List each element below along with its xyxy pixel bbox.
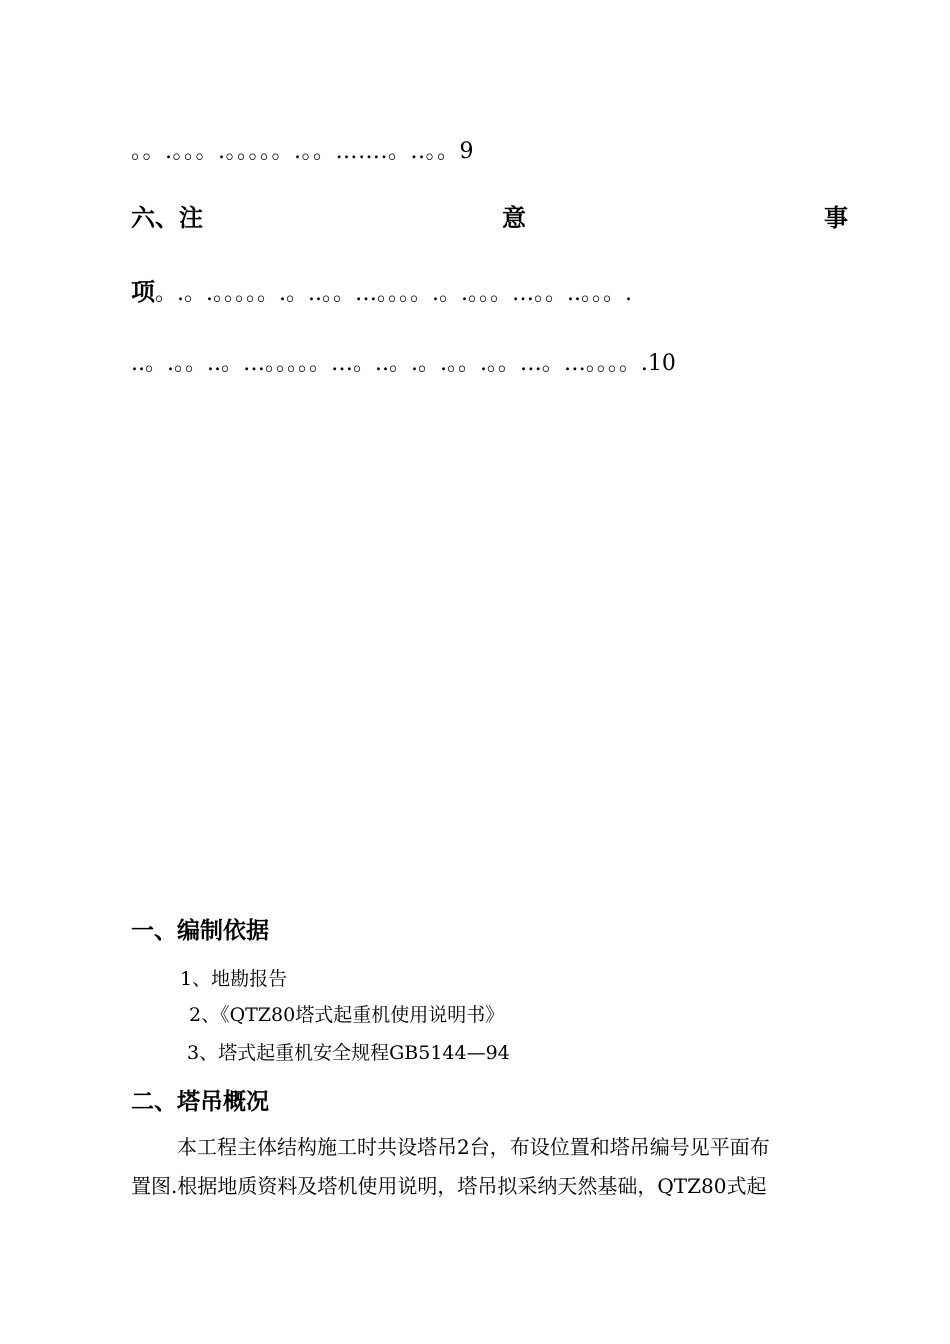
toc-leader-dots: 。.。.。。。。。.。..。。…。。。。.。.。。。…。。..。。。. bbox=[155, 281, 632, 306]
toc-entry-heading bbox=[131, 198, 848, 232]
paragraph-line: 置图.根据地质资料及塔机使用说明，塔吊拟采纳天然基础，QTZ80式起 bbox=[131, 1174, 767, 1198]
section-heading: 二、塔吊概况 bbox=[131, 1089, 269, 1115]
section-heading: 一、编制依据 bbox=[131, 918, 269, 944]
list-item: 2、《QTZ80塔式起重机使用说明书》 bbox=[189, 1004, 505, 1026]
toc-entry-leader-line bbox=[131, 272, 848, 307]
body-paragraph bbox=[131, 1128, 848, 1206]
toc-entry-leader-line: 。。.。。。.。。。。。.。。…….。..。。9 bbox=[131, 139, 474, 164]
list-item: 1、地勘报告 bbox=[180, 968, 288, 990]
toc-heading-part: 事 bbox=[824, 204, 848, 232]
list-item: 3、塔式起重机安全规程GB5144—94 bbox=[187, 1042, 510, 1064]
toc-heading-part: 意 bbox=[502, 204, 526, 232]
toc-heading-part: 六、注 bbox=[131, 204, 203, 232]
paragraph-line: 本工程主体结构施工时共设塔吊2台，布设位置和塔吊编号见平面布 bbox=[177, 1135, 770, 1159]
toc-heading-part: 项 bbox=[131, 278, 155, 306]
toc-entry-leader-line: ..。.。。..。…。。。。。…。..。.。.。。.。。…。…。。。。.10 bbox=[131, 351, 676, 376]
